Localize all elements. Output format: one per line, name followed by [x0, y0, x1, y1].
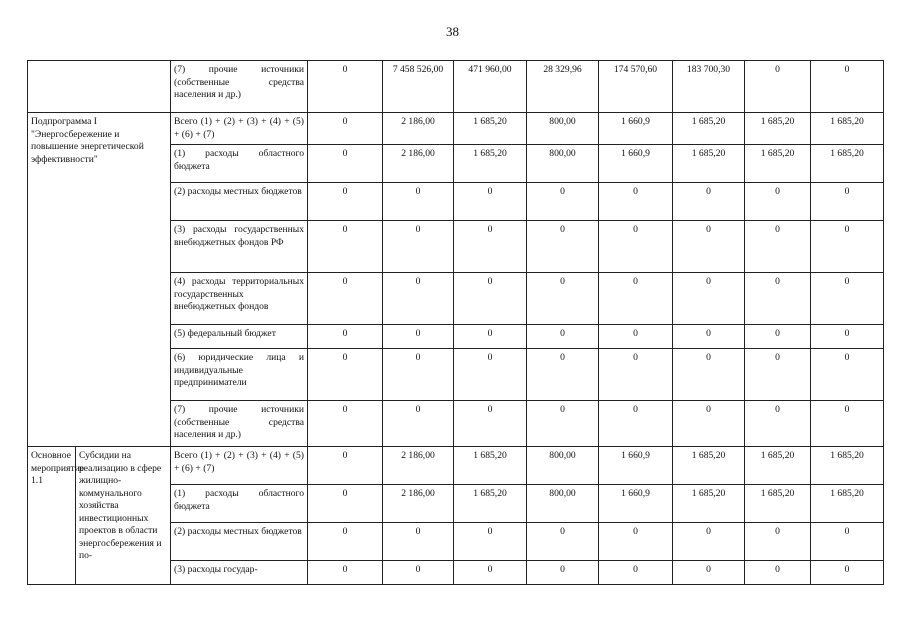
amount-cell: 0: [383, 221, 454, 273]
funding-table: [27, 60, 884, 585]
amount-cell: 0: [811, 401, 884, 447]
amount-cell: 0: [811, 183, 884, 221]
amount-cell: 0: [673, 221, 745, 273]
amount-cell: 0: [527, 273, 599, 325]
funding-source-cell: (1) расходы областного бюджета: [171, 145, 308, 183]
table-row: [28, 61, 884, 113]
amount-cell: 2 186,00: [383, 485, 454, 523]
amount-cell: 0: [527, 401, 599, 447]
amount-cell: 0: [745, 61, 811, 113]
amount-cell: 0: [745, 183, 811, 221]
empty-header-cell: [28, 61, 171, 113]
amount-cell: 1 685,20: [454, 113, 527, 145]
amount-cell: 0: [454, 349, 527, 401]
amount-cell: 0: [383, 273, 454, 325]
amount-cell: 0: [673, 523, 745, 561]
funding-source-cell: (5) федеральный бюджет: [171, 325, 308, 349]
amount-cell: 0: [383, 523, 454, 561]
subprogram-title: Подпрограмма I "Энергосбережение и повышение энергетической эффективности": [28, 113, 171, 447]
amount-cell: 0: [599, 523, 673, 561]
amount-cell: 0: [308, 349, 383, 401]
amount-cell: 0: [454, 561, 527, 585]
amount-cell: 0: [308, 183, 383, 221]
amount-cell: 0: [599, 401, 673, 447]
amount-cell: 2 186,00: [383, 113, 454, 145]
amount-cell: 174 570,60: [599, 61, 673, 113]
amount-cell: 0: [308, 325, 383, 349]
amount-cell: 1 660,9: [599, 113, 673, 145]
amount-cell: 28 329,96: [527, 61, 599, 113]
amount-cell: 1 660,9: [599, 145, 673, 183]
amount-cell: 0: [811, 273, 884, 325]
activity-title: Субсидии на реализацию в сфере жилищно-коммунального хозяйства инвестиционных проектов в области энергосбережения и по-: [76, 447, 171, 585]
amount-cell: 0: [308, 61, 383, 113]
amount-cell: 0: [308, 145, 383, 183]
funding-source-cell: (2) расходы местных бюджетов: [171, 183, 308, 221]
amount-cell: 800,00: [527, 485, 599, 523]
amount-cell: 0: [599, 221, 673, 273]
table-row: [28, 113, 884, 145]
amount-cell: 0: [383, 183, 454, 221]
amount-cell: 0: [454, 523, 527, 561]
funding-source-cell: (1) расходы областного бюджета: [171, 485, 308, 523]
amount-cell: 1 685,20: [811, 113, 884, 145]
amount-cell: 0: [745, 221, 811, 273]
funding-source-cell: (7) прочие источники (собственные средства населения и др.): [171, 401, 308, 447]
amount-cell: 1 685,20: [454, 145, 527, 183]
amount-cell: 0: [527, 183, 599, 221]
amount-cell: 0: [745, 523, 811, 561]
amount-cell: 0: [673, 325, 745, 349]
amount-cell: 0: [527, 349, 599, 401]
amount-cell: 0: [673, 401, 745, 447]
amount-cell: 0: [745, 561, 811, 585]
funding-source-cell: Всего (1) + (2) + (3) + (4) + (5) + (6) + (7): [171, 113, 308, 145]
amount-cell: 0: [811, 523, 884, 561]
amount-cell: 7 458 526,00: [383, 61, 454, 113]
amount-cell: 1 685,20: [745, 145, 811, 183]
amount-cell: 1 660,9: [599, 447, 673, 485]
amount-cell: 0: [308, 485, 383, 523]
amount-cell: 183 700,30: [673, 61, 745, 113]
amount-cell: 0: [308, 447, 383, 485]
funding-source-cell: (4) расходы территориальных государственных внебюджетных фондов: [171, 273, 308, 325]
amount-cell: 0: [454, 325, 527, 349]
amount-cell: 0: [673, 561, 745, 585]
amount-cell: 0: [454, 221, 527, 273]
amount-cell: 0: [308, 113, 383, 145]
amount-cell: 0: [673, 273, 745, 325]
amount-cell: 1 685,20: [673, 113, 745, 145]
funding-source-cell: (2) расходы местных бюджетов: [171, 523, 308, 561]
page-number: 38: [446, 24, 459, 39]
amount-cell: 0: [383, 401, 454, 447]
amount-cell: 0: [527, 325, 599, 349]
amount-cell: 0: [527, 523, 599, 561]
amount-cell: 0: [599, 349, 673, 401]
amount-cell: 800,00: [527, 145, 599, 183]
amount-cell: 1 685,20: [811, 485, 884, 523]
amount-cell: 0: [745, 349, 811, 401]
funding-source-cell: Всего (1) + (2) + (3) + (4) + (5) + (6) + (7): [171, 447, 308, 485]
amount-cell: 0: [811, 61, 884, 113]
amount-cell: 0: [454, 401, 527, 447]
amount-cell: 0: [527, 561, 599, 585]
amount-cell: 0: [599, 183, 673, 221]
amount-cell: 0: [745, 401, 811, 447]
amount-cell: 0: [308, 561, 383, 585]
amount-cell: 0: [383, 325, 454, 349]
amount-cell: 0: [308, 221, 383, 273]
amount-cell: 0: [745, 273, 811, 325]
funding-source-cell: (7) прочие источники (собственные средства населения и др.): [171, 61, 308, 113]
amount-cell: 1 685,20: [673, 145, 745, 183]
amount-cell: 1 685,20: [745, 485, 811, 523]
table-row: [28, 447, 884, 485]
amount-cell: 0: [811, 325, 884, 349]
amount-cell: 1 660,9: [599, 485, 673, 523]
amount-cell: 1 685,20: [745, 447, 811, 485]
amount-cell: 0: [383, 349, 454, 401]
amount-cell: 0: [811, 561, 884, 585]
amount-cell: 0: [308, 401, 383, 447]
amount-cell: 1 685,20: [454, 447, 527, 485]
amount-cell: 0: [811, 349, 884, 401]
amount-cell: 471 960,00: [454, 61, 527, 113]
amount-cell: 1 685,20: [811, 145, 884, 183]
funding-source-cell: (3) расходы государ-: [171, 561, 308, 585]
amount-cell: 1 685,20: [811, 447, 884, 485]
amount-cell: 0: [811, 221, 884, 273]
amount-cell: 1 685,20: [454, 485, 527, 523]
amount-cell: 1 685,20: [673, 485, 745, 523]
amount-cell: 2 186,00: [383, 447, 454, 485]
funding-source-cell: (3) расходы государственных внебюджетных фондов РФ: [171, 221, 308, 273]
amount-cell: 800,00: [527, 113, 599, 145]
amount-cell: 0: [383, 561, 454, 585]
amount-cell: 800,00: [527, 447, 599, 485]
amount-cell: 0: [454, 273, 527, 325]
amount-cell: 0: [745, 325, 811, 349]
amount-cell: 0: [454, 183, 527, 221]
amount-cell: 0: [599, 325, 673, 349]
amount-cell: 0: [308, 523, 383, 561]
amount-cell: 0: [599, 273, 673, 325]
amount-cell: 0: [527, 221, 599, 273]
amount-cell: 0: [308, 273, 383, 325]
funding-source-cell: (6) юридические лица и индивидуальные предприниматели: [171, 349, 308, 401]
amount-cell: 0: [673, 349, 745, 401]
table-body: [28, 61, 884, 585]
amount-cell: 0: [673, 183, 745, 221]
activity-code: Основное мероприятие 1.1: [28, 447, 76, 585]
amount-cell: 1 685,20: [673, 447, 745, 485]
amount-cell: 2 186,00: [383, 145, 454, 183]
amount-cell: 1 685,20: [745, 113, 811, 145]
amount-cell: 0: [599, 561, 673, 585]
